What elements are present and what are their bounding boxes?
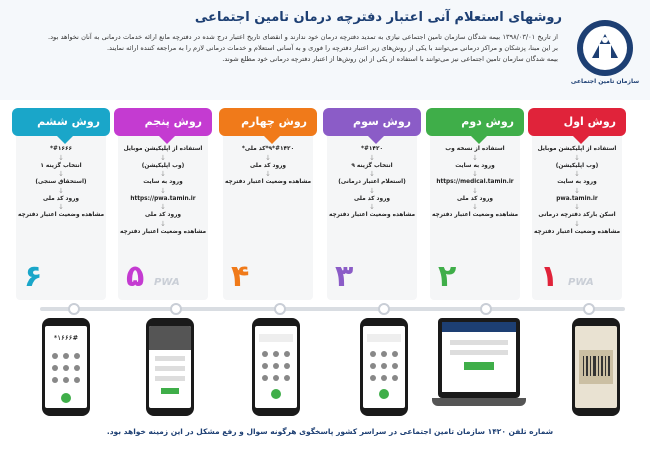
- timeline-dot: [480, 303, 492, 315]
- arrow-down-icon: ↓: [369, 203, 375, 211]
- tab-notch: [573, 136, 589, 144]
- arrow-down-icon: ↓: [472, 186, 478, 195]
- method-step: ورود کد ملی: [353, 195, 391, 202]
- tab-notch: [57, 136, 73, 144]
- arrow-down-icon: ↓: [574, 219, 580, 228]
- method-step: https://pwa.tamin.ir: [130, 195, 196, 202]
- arrow-down-icon: ↓: [160, 153, 166, 162]
- app-page-icon: [149, 326, 191, 408]
- dialpad-icon: [363, 326, 405, 408]
- method-step: اسکن بارکد دفترچه درمانی: [538, 212, 616, 218]
- method-number: ۴: [231, 259, 250, 294]
- method-tab: روش پنجم: [114, 108, 212, 136]
- method-step: (استعلام اعتبار درمانی): [338, 179, 406, 185]
- phone-3: [360, 318, 408, 416]
- timeline-dot: [68, 303, 80, 315]
- method-step: ورود به سایت: [557, 179, 597, 185]
- method-card: [118, 112, 208, 300]
- method-step: #۱۶۶۶*: [49, 146, 73, 152]
- method-step: مشاهده وضعیت اعتبار دفترچه: [224, 179, 312, 185]
- method-step: مشاهده وضعیت اعتبار دفترچه: [17, 212, 105, 218]
- header-banner: [0, 0, 650, 100]
- timeline-dot: [378, 303, 390, 315]
- method-step: ورود به سایت: [143, 179, 183, 185]
- phone-1: [572, 318, 620, 416]
- timeline-dot: [583, 303, 595, 315]
- arrow-down-icon: ↓: [58, 153, 64, 162]
- method-card: [16, 112, 106, 300]
- method-step: استفاده از نسخه وب: [445, 146, 505, 152]
- method-steps: [16, 146, 106, 220]
- intro-line: بیمه شدگان سازمان تامین اجتماعی نیز می‌توانند با استفاده از یکی از این روش‌ها از اعتبار دفترچه درمانی خود مطلع شوند.: [222, 54, 558, 63]
- timeline-dot: [170, 303, 182, 315]
- arrow-down-icon: ↓: [265, 170, 271, 178]
- arrow-down-icon: ↓: [58, 203, 64, 211]
- method-step: #۱۴۲۰*۹*کد ملی*: [241, 146, 295, 152]
- arrow-down-icon: ↓: [58, 186, 64, 195]
- method-card: [223, 112, 313, 300]
- footer-note: شماره تلفن ۱۴۲۰ سازمان تامین اجتماعی در سراسر کشور پاسخگوی هرگونه سوال و رفع مشکل در این زمینه خواهد بود.: [106, 427, 554, 436]
- method-steps: [430, 146, 520, 220]
- pwa-watermark: PWA: [568, 277, 594, 288]
- method-steps: [327, 146, 417, 220]
- dial-readout: *۱۶۶۶#: [53, 334, 79, 342]
- tab-notch: [368, 136, 384, 144]
- arrow-down-icon: ↓: [574, 153, 580, 162]
- method-number: ۵: [126, 259, 145, 294]
- arrow-down-icon: ↓: [58, 170, 64, 178]
- arrow-down-icon: ↓: [160, 186, 166, 195]
- method-tab: روش چهارم: [219, 108, 317, 136]
- arrow-down-icon: ↓: [369, 170, 375, 178]
- dialpad-icon: [255, 326, 297, 408]
- method-step: (وب اپلیکیشن): [555, 162, 599, 169]
- dialpad-icon: [45, 342, 87, 408]
- laptop-2: [432, 318, 526, 410]
- method-step: مشاهده وضعیت اعتبار دفترچه: [328, 212, 416, 218]
- tab-notch: [159, 136, 175, 144]
- method-number: ۱: [540, 259, 559, 294]
- method-number: ۲: [438, 259, 457, 294]
- timeline-dot: [274, 303, 286, 315]
- method-steps: [532, 146, 622, 236]
- method-step: ورود کد ملی: [42, 195, 80, 202]
- page-title: روشهای استعلام آنی اعتبار دفترچه درمان تامین اجتماعی: [194, 10, 562, 25]
- method-step: انتخاب گزینه ۱: [40, 162, 82, 169]
- method-tab: روش دوم: [426, 108, 524, 136]
- method-step: #۱۴۲۰*: [360, 146, 384, 152]
- method-step: استفاده از اپلیکیشن موبایل: [537, 146, 617, 152]
- method-steps: [223, 146, 313, 187]
- intro-text: [48, 32, 558, 64]
- logo-text: سازمان تامین اجتماعی: [570, 78, 640, 85]
- arrow-down-icon: ↓: [160, 219, 166, 228]
- arrow-down-icon: ↓: [472, 153, 478, 162]
- method-step: ورود کد ملی: [144, 212, 182, 218]
- method-steps: [118, 146, 208, 236]
- method-card: [430, 112, 520, 300]
- arrow-down-icon: ↓: [574, 170, 580, 178]
- method-step: ورود به سایت: [455, 162, 495, 169]
- method-step: https://medical.tamin.ir: [436, 179, 514, 185]
- method-tab: روش اول: [528, 108, 626, 136]
- barcode-icon: [575, 326, 617, 408]
- arrow-down-icon: ↓: [160, 170, 166, 178]
- method-card: [532, 112, 622, 300]
- arrow-down-icon: ↓: [574, 186, 580, 195]
- intro-line: ارائه خدمات درمانی به آنان نخواهد بود. بر این مبنا، پزشکان و مراکز درمانی می‌توانند با یکی از روش‌های زیر اعتبار دفترچه را فوری و به آسانی استعلام: [48, 33, 558, 52]
- method-tab: روش سوم: [323, 108, 421, 136]
- method-step: ورود کد ملی: [249, 162, 287, 169]
- tab-notch: [471, 136, 487, 144]
- tab-notch: [264, 136, 280, 144]
- timeline: [40, 307, 625, 311]
- method-tab: روش ششم: [12, 108, 110, 136]
- method-number: ۳: [335, 259, 354, 294]
- method-step: (وب اپلیکیشن): [141, 162, 185, 169]
- method-number: ۶: [24, 259, 43, 294]
- arrow-down-icon: ↓: [472, 170, 478, 178]
- arrow-down-icon: ↓: [265, 153, 271, 162]
- method-step: مشاهده وضعیت اعتبار دفترچه: [119, 228, 207, 235]
- arrow-down-icon: ↓: [369, 153, 375, 162]
- phone-4: [252, 318, 300, 416]
- method-step: ورود کد ملی: [456, 195, 494, 202]
- arrow-down-icon: ↓: [369, 186, 375, 195]
- phone-5: [146, 318, 194, 416]
- method-step: انتخاب گزینه ۹: [351, 162, 393, 169]
- web-page-icon: [442, 322, 516, 392]
- intro-line: از تاریخ ۱۳۹۸/۰۳/۰۱ بیمه شدگان سازمان تامین اجتماعی نیازی به تمدید دفترچه درمان خود ندارند و انقضای تاریخ اعتبار درج شده در دفترچه مانع: [159, 33, 558, 41]
- method-step: pwa.tamin.ir: [556, 195, 598, 202]
- phone-6: [42, 318, 90, 416]
- method-step: مشاهده وضعیت اعتبار دفترچه: [533, 228, 621, 235]
- arrow-down-icon: ↓: [574, 203, 580, 211]
- method-step: مشاهده وضعیت اعتبار دفترچه: [431, 212, 519, 218]
- pwa-watermark: PWA: [154, 277, 180, 288]
- arrow-down-icon: ↓: [160, 203, 166, 211]
- method-step: (استحقاق سنجی): [35, 179, 87, 185]
- method-card: [327, 112, 417, 300]
- arrow-down-icon: ↓: [472, 203, 478, 211]
- intro-line: و خدمات درمانی لازم را به مراجعه کننده ارائه نمایند.: [106, 43, 252, 52]
- method-step: استفاده از اپلیکیشن موبایل: [123, 146, 203, 152]
